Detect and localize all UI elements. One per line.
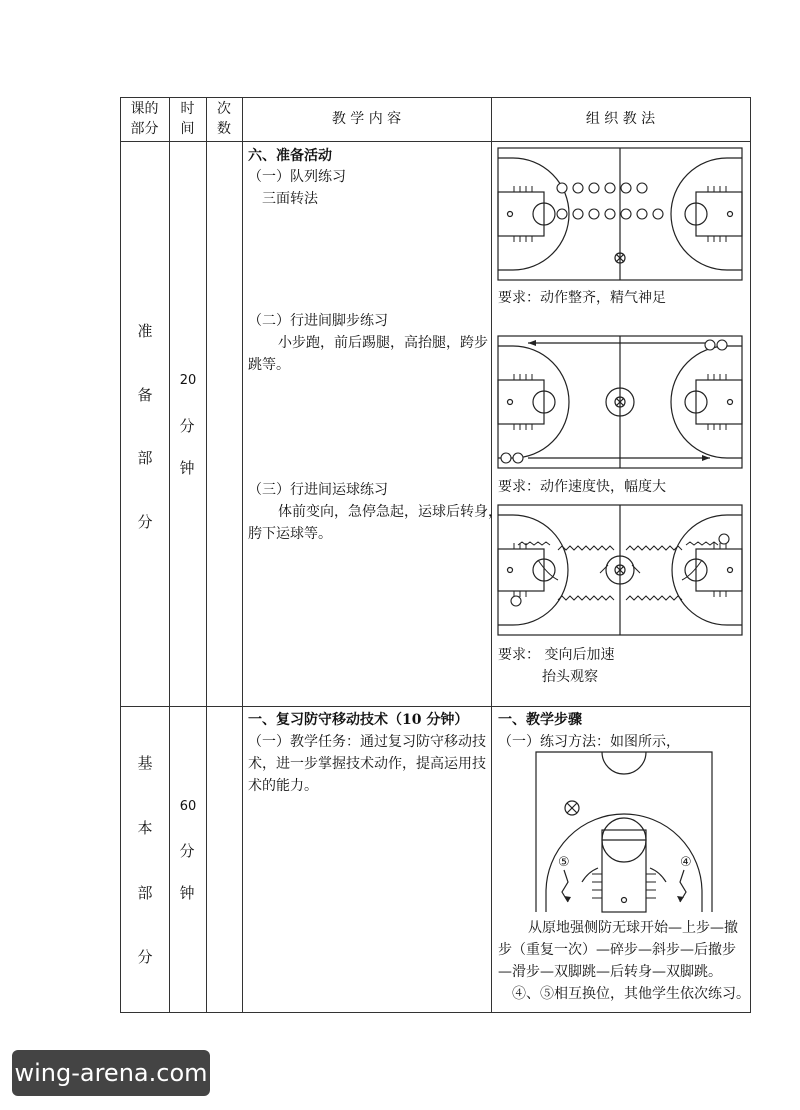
header-part-line1: 课的 (130, 101, 159, 117)
basic-method-title: 一、教学步骤 (498, 712, 582, 728)
col-line-2 (206, 97, 207, 1013)
header-bottom-border (120, 141, 751, 142)
col-line-3 (242, 97, 243, 1013)
table-bottom-border (120, 1012, 751, 1013)
header-method: 组 织 教 法 (585, 111, 656, 127)
basic-time-value: 60 (179, 799, 197, 814)
marker-player-4: ④ (680, 855, 692, 870)
col-line-4 (491, 97, 492, 1013)
header-count (206, 99, 242, 139)
basic-part-char-1: 基 (137, 754, 153, 772)
prep-time-unit-1: 分 (179, 417, 195, 435)
header-time-line2: 间 (180, 121, 195, 137)
prep-s2-body-line1: 小步跑，前后踢腿，高抬腿，跨步 (278, 335, 488, 351)
header-time (169, 99, 206, 139)
watermark-badge: wing-arena.com (12, 1050, 210, 1096)
halfcourt-defense-diagram (536, 752, 712, 912)
prep-part-char-1: 准 (137, 322, 153, 340)
col-line-0 (120, 97, 121, 1013)
prep-s3-body-line2: 胯下运球等。 (248, 526, 332, 542)
prep-requirement-3-line2: 抬头观察 (542, 669, 598, 685)
basic-part-char-4: 分 (137, 948, 153, 966)
basic-content-line2: 术，进一步掌握技术动作，提高运用技 (248, 756, 486, 772)
marker-player-5: ⑤ (558, 855, 570, 870)
header-count-line1: 次 (217, 101, 231, 117)
basic-method-desc-line3: —滑步—双脚跳—后转身—双脚跳。 (498, 964, 722, 980)
basic-content-line3: 术的能力。 (248, 778, 318, 794)
prep-part-char-4: 分 (137, 513, 153, 531)
header-time-line1: 时 (180, 101, 195, 117)
basic-part-char-2: 本 (137, 819, 153, 837)
col-line-5 (750, 97, 751, 1013)
prep-requirement-2: 要求：动作速度快，幅度大 (498, 479, 666, 495)
prep-requirement-3-line1: 要求： 变向后加速 (498, 647, 615, 663)
basic-method-subtitle: （一）练习方法：如图所示， (498, 734, 680, 750)
prep-s2-title: （二）行进间脚步练习 (248, 313, 388, 329)
court-diagram-footwork (498, 336, 742, 468)
prep-section-title: 六、准备活动 (248, 148, 332, 164)
header-count-line2: 数 (217, 121, 231, 137)
prep-s1-body: 三面转法 (262, 191, 318, 207)
prep-time-value: 20 (179, 373, 197, 388)
table-top-border (120, 97, 751, 98)
header-content: 教 学 内 容 (331, 111, 402, 127)
prep-time-unit-2: 钟 (179, 459, 195, 477)
court-diagram-dribbling (498, 505, 742, 635)
section-divider (120, 706, 751, 707)
basic-time-unit-1: 分 (179, 842, 195, 860)
prep-s2-body-line2: 跳等。 (248, 357, 290, 373)
basic-part-char-3: 部 (137, 884, 153, 902)
prep-part-char-3: 部 (137, 449, 153, 467)
basic-method-desc-line2: 步（重复一次）—碎步—斜步—后撤步 (498, 942, 736, 958)
basic-section-title: 一、复习防守移动技术（10 分钟） (248, 712, 469, 728)
prep-s3-body-line1: 体前变向，急停急起，运球后转身， (278, 504, 502, 520)
court-diagram-formation (498, 148, 742, 280)
basic-time-unit-2: 钟 (179, 884, 195, 902)
header-part-line2: 部分 (130, 121, 159, 137)
prep-s3-title: （三）行进间运球练习 (248, 482, 388, 498)
prep-part-char-2: 备 (137, 386, 153, 404)
prep-s1-title: （一）队列练习 (248, 169, 346, 185)
header-part (120, 99, 169, 139)
basic-method-desc-line1: 从原地强侧防无球开始—上步—撤 (528, 920, 738, 936)
basic-content-line1: （一）教学任务：通过复习防守移动技 (248, 734, 486, 750)
basic-method-desc-line4: ④、⑤相互换位，其他学生依次练习。 (512, 986, 750, 1002)
prep-requirement-1: 要求：动作整齐，精气神足 (498, 290, 666, 306)
col-line-1 (169, 97, 170, 1013)
